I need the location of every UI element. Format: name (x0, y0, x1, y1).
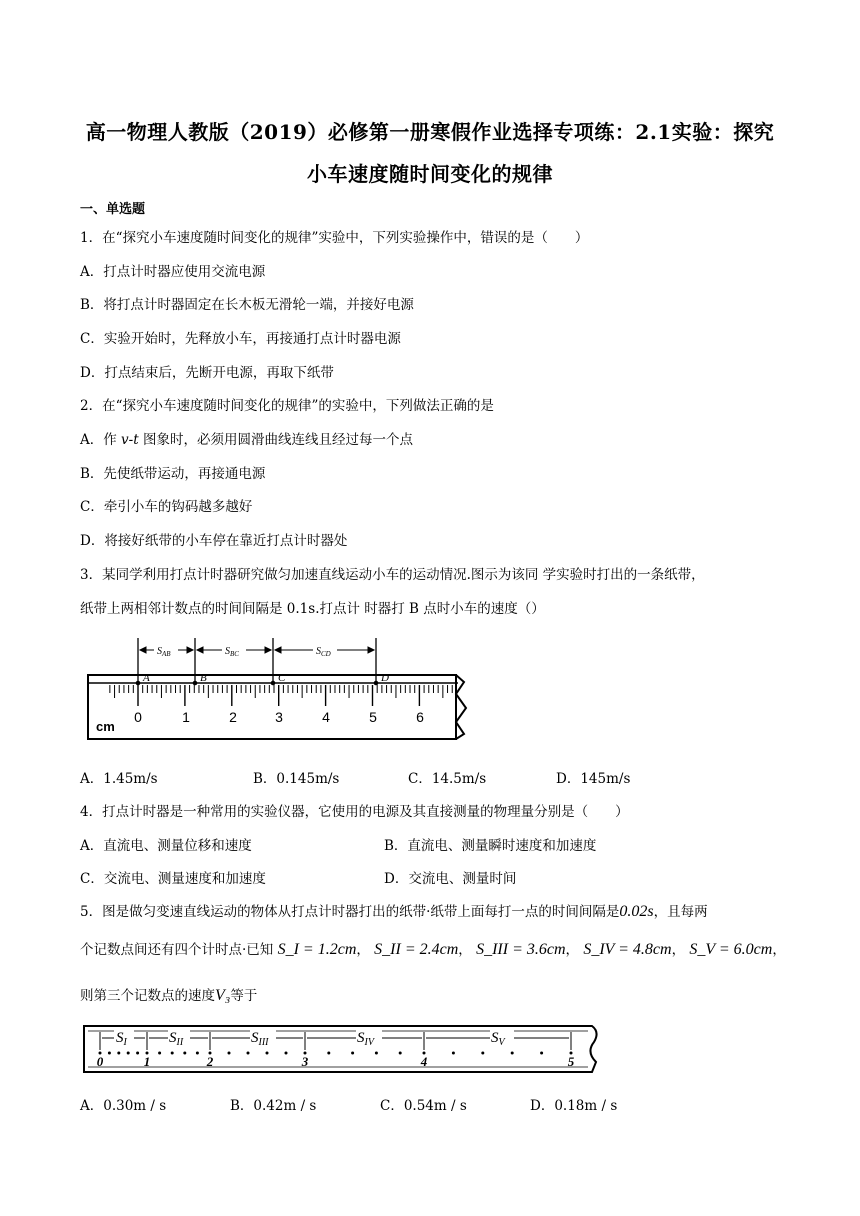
seg-label-s2: $S_{II}$ (169, 1030, 184, 1048)
point-a-dot (136, 681, 141, 686)
count-label-1: 1 (143, 1054, 151, 1069)
label-sab: $S_{AB}$ (157, 646, 171, 658)
point-c-label: C (278, 672, 286, 684)
q1-option-d: D．打点结束后，先断开电源，再取下纸带 (80, 365, 334, 381)
tape-dot (228, 1052, 231, 1055)
q3-ruler-figure (80, 630, 480, 750)
tape-dot (127, 1052, 130, 1055)
count-label-5: 5 (567, 1054, 575, 1069)
q2-option-b: B．先使纸带运动，再接通电源 (80, 466, 266, 482)
tape-dot (511, 1052, 514, 1055)
point-a-label: A (143, 672, 150, 684)
q5-option-b: B．0.42m / s (230, 1098, 317, 1114)
tape-dot (375, 1052, 378, 1055)
point-b-dot (193, 681, 198, 686)
q5-stem-line-3 (80, 984, 257, 1005)
q5-interval: 0.02s (619, 903, 654, 920)
tape-dot (351, 1052, 354, 1055)
point-c-dot (271, 681, 276, 686)
tape-dot (540, 1052, 543, 1055)
q4-option-a: A．直流电、测量位移和速度 (80, 838, 252, 854)
tick-label-3: 3 (275, 709, 283, 725)
q5-stem-line-2: 个记数点间还有四个计时点·已知 S_I = 1.2cm， S_II = 2.4cm， S_III = 3.6cm， S_IV = 4.8cm， S_V = 6.0cm， (80, 941, 786, 958)
tick-label-2: 2 (229, 709, 237, 725)
q3-stem-line-2: 纸带上两相邻计数点的时间间隔是 0.1s.打点计 时器打 B 点时小车的速度（） (80, 601, 545, 617)
tape-dot (481, 1052, 484, 1055)
point-b-label: B (200, 672, 207, 684)
arrowhead (187, 647, 193, 653)
title-line-1: 高一物理人教版（2019）必修第一册寒假作业选择专项练：2.1实验：探究 (85, 120, 775, 144)
arrowhead (140, 647, 146, 653)
q1-option-a: A．打点计时器应使用交流电源 (80, 264, 266, 280)
label-sbc: $S_{BC}$ (225, 646, 239, 658)
q5-data-s2: S_II = 2.4cm (374, 941, 459, 958)
q5-stem3: 则第三个记数点的速度 (80, 988, 215, 1004)
q5-stem-post: ，且每两 (653, 904, 708, 920)
point-d-label: D (381, 672, 389, 684)
q5-data-s3: S_III = 3.6cm (476, 941, 566, 958)
seg-label-s5: $S_V$ (491, 1030, 505, 1048)
tape-dot (266, 1052, 269, 1055)
q4-option-b: B．直流电、测量瞬时速度和加速度 (384, 838, 597, 854)
arrowhead (197, 647, 203, 653)
q2-option-a-post: 图象时，必须用圆滑曲线连线且经过每一个点 (138, 432, 413, 448)
tape-dot (158, 1052, 161, 1055)
q5-stem-pre: 5．图是做匀变速直线运动的物体从打点计时器打出的纸带·纸带上面每打一点的时间间隔是 (80, 904, 620, 920)
tape-dot (117, 1052, 120, 1055)
tape-dot (285, 1052, 288, 1055)
q5-option-c: C．0.54m / s (380, 1098, 467, 1114)
tick-label-6: 6 (416, 709, 424, 725)
q5-option-a: A．0.30m / s (80, 1098, 167, 1114)
q4-stem: 4．打点计时器是一种常用的实验仪器，它使用的电源及其直接测量的物理量分别是（ ） (80, 804, 629, 820)
tape-dot (136, 1052, 139, 1055)
q1-option-c: C．实验开始时，先释放小车，再接通打点计时器电源 (80, 331, 401, 347)
q2-option-c: C．牵引小车的钩码越多越好 (80, 499, 253, 515)
q5-data-s4: S_IV = 4.8cm (583, 941, 672, 958)
point-d-dot (374, 681, 379, 686)
tick-label-4: 4 (322, 709, 330, 725)
q1-option-b: B．将打点计时器固定在长木板无滑轮一端，并接好电源 (80, 297, 414, 313)
arrowhead (265, 647, 271, 653)
count-label-0: 0 (96, 1054, 104, 1069)
title-line-2: 小车速度随时间变化的规律 (307, 162, 553, 186)
tape-dot (247, 1052, 250, 1055)
tape-dot (183, 1052, 186, 1055)
ruler-unit-label: cm (96, 719, 115, 734)
tape-dot (399, 1052, 402, 1055)
q2-option-a (80, 428, 413, 448)
section-heading: 一、单选题 (80, 202, 146, 217)
tape-outline (84, 1026, 597, 1072)
seg-label-s4: $S_{IV}$ (357, 1030, 374, 1048)
tick-label-5: 5 (369, 709, 377, 725)
tape-dot (452, 1052, 455, 1055)
q1-stem: 1．在“探究小车速度随时间变化的规律”实验中，下列实验操作中，错误的是（ ） (80, 230, 589, 246)
tape-dot (108, 1052, 111, 1055)
q2-stem: 2．在“探究小车速度随时间变化的规律”的实验中，下列做法正确的是 (80, 398, 494, 414)
q5-data-s1: S_I = 1.2cm (277, 941, 357, 958)
q3-option-b: B．0.145m/s (253, 771, 340, 787)
q5-option-d: D．0.18m / s (530, 1098, 618, 1114)
tick-label-0: 0 (134, 709, 142, 725)
seg-label-s3: $S_{III}$ (251, 1030, 269, 1048)
tape-dot (171, 1052, 174, 1055)
q5-stem-line-1 (80, 900, 708, 921)
tape-dot (196, 1052, 199, 1055)
q3-option-a: A．1.45m/s (80, 771, 158, 787)
q5-stem3-post: 等于 (230, 988, 258, 1004)
q2-option-d: D．将接好纸带的小车停在靠近打点计时器处 (80, 533, 348, 549)
q4-option-c: C．交流电、测量速度和加速度 (80, 871, 266, 887)
q3-option-d: D．145m/s (556, 771, 631, 787)
q3-option-c: C．14.5m/s (408, 771, 487, 787)
q5-stem2-pre: 个记数点间还有四个计时点·已知 (80, 942, 274, 958)
arrowhead (275, 647, 281, 653)
tape-dot (327, 1052, 330, 1055)
arrowhead (368, 647, 374, 653)
count-label-3: 3 (301, 1054, 309, 1069)
q2-option-a-var: v-t (121, 432, 139, 448)
q5-tape-figure (80, 1020, 610, 1078)
count-label-4: 4 (420, 1054, 428, 1069)
q2-option-a-pre: A．作 (80, 432, 122, 448)
label-scd: $S_{CD}$ (316, 646, 331, 658)
q5-data-s5: S_V = 6.0cm (689, 941, 773, 958)
ruler-break-edge (456, 675, 466, 739)
tick-label-1: 1 (182, 709, 190, 725)
count-label-2: 2 (206, 1054, 214, 1069)
seg-label-s1: $S_I$ (116, 1030, 127, 1048)
q5-v3: V₃ (215, 987, 231, 1004)
q4-option-d: D．交流电、测量时间 (384, 871, 517, 887)
q3-stem-line-1: 3．某同学利用打点计时器研究做匀加速直线运动小车的运动情况.图示为该同 学实验时打出的一条纸带， (80, 567, 705, 583)
